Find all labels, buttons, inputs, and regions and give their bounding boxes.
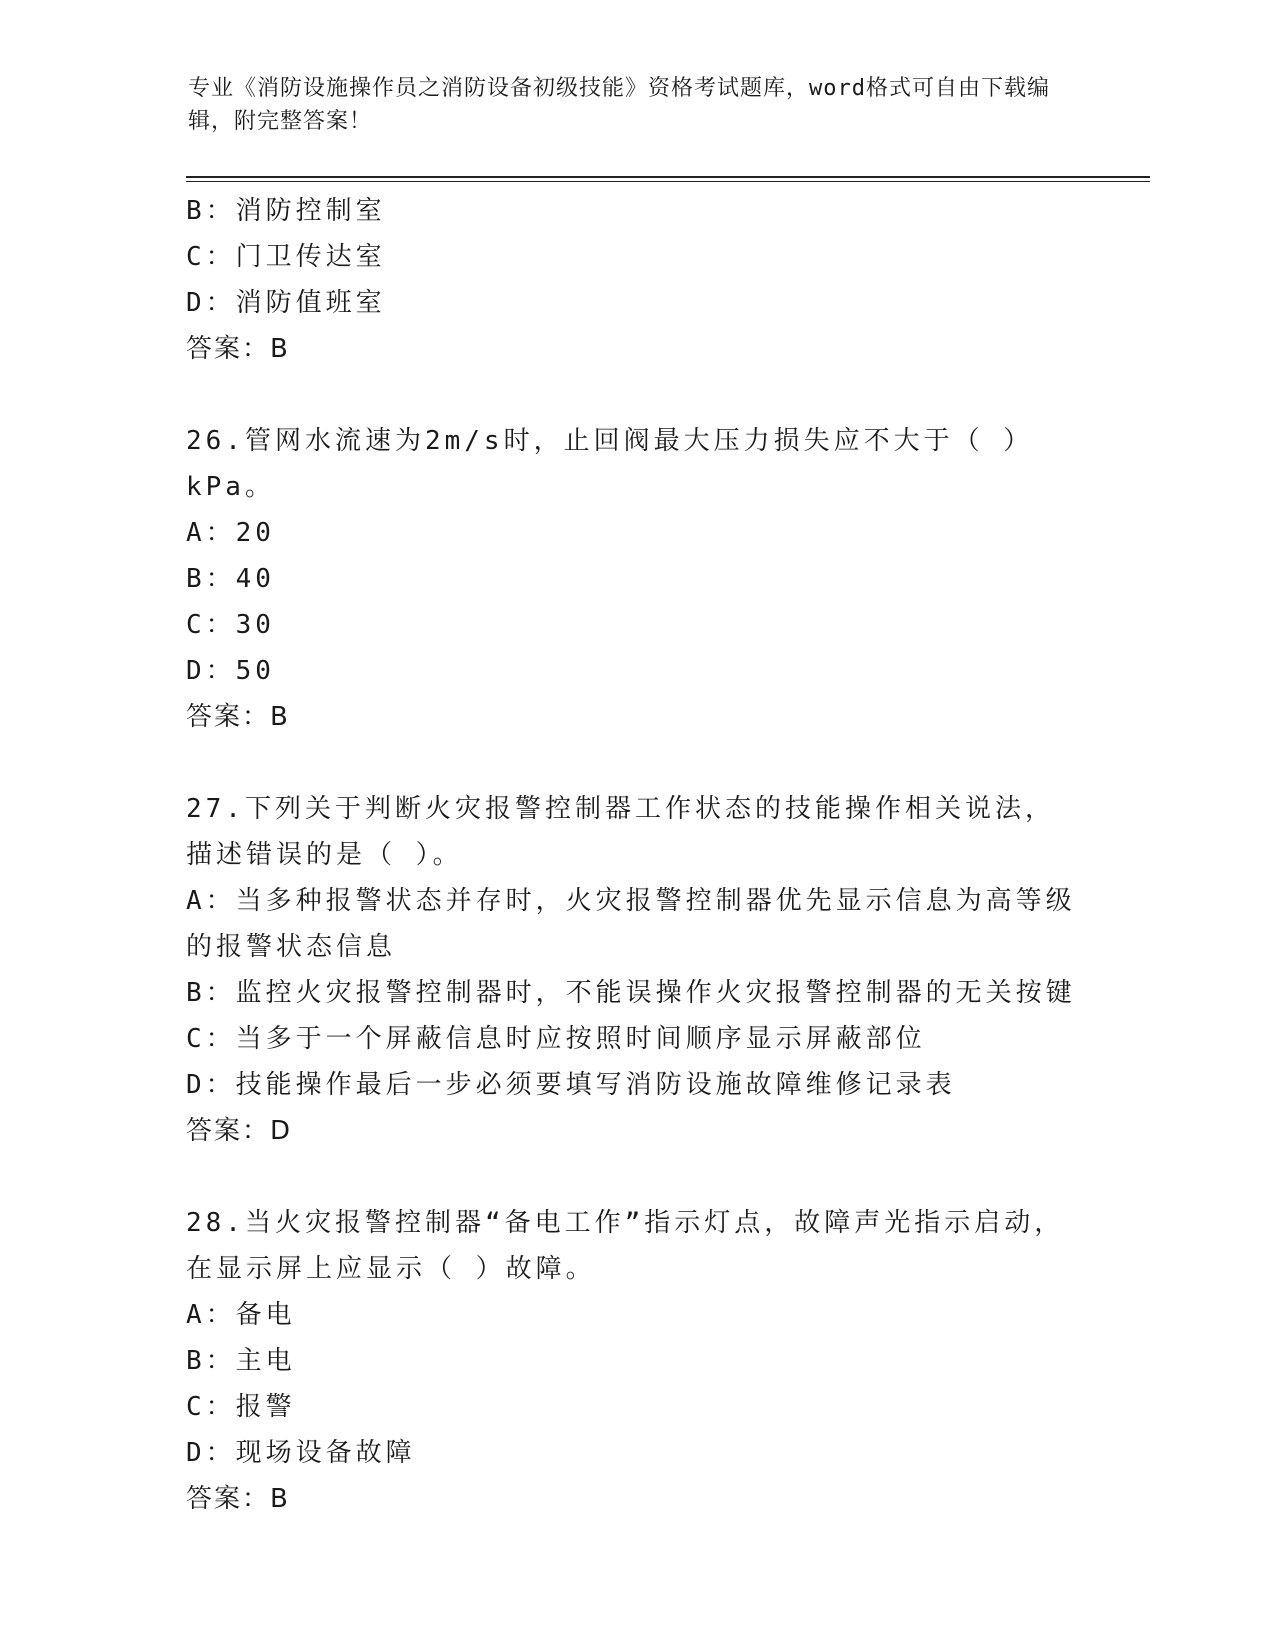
answer-line: 答案：B — [186, 334, 290, 364]
header-title: 专业《消防设施操作员之消防设备初级技能》资格考试题库，word格式可自由下载编辑，附完整答案！ — [188, 76, 1050, 134]
header-rule-thick — [186, 176, 1150, 178]
option-a: A：20 — [186, 518, 275, 548]
question-list — [186, 188, 1076, 1522]
option-b: B：主电 — [186, 1346, 296, 1376]
option-b: B：消防控制室 — [186, 196, 386, 226]
option-b: B：40 — [186, 564, 275, 594]
option-c: C：报警 — [186, 1392, 296, 1422]
answer-line: 答案：B — [186, 1484, 290, 1514]
option-b: B：监控火灾报警控制器时，不能误操作火灾报警控制器的无关按键 — [186, 978, 1076, 1008]
question-text: 26.管网水流速为2m/s时，止回阀最大压力损失应不大于（ ）kPa。 — [186, 426, 1034, 502]
header-rule-thin — [186, 181, 1150, 182]
option-d: D：技能操作最后一步必须要填写消防设施故障维修记录表 — [186, 1070, 956, 1100]
option-a: A：当多种报警状态并存时，火灾报警控制器优先显示信息为高等级的报警状态信息 — [186, 886, 1076, 962]
option-a: A：备电 — [186, 1300, 296, 1330]
question-text: 27.下列关于判断火灾报警控制器工作状态的技能操作相关说法，描述错误的是（ ）。 — [186, 794, 1055, 870]
option-c: C：30 — [186, 610, 275, 640]
option-d: D：现场设备故障 — [186, 1438, 416, 1468]
answer-line: 答案：B — [186, 702, 290, 732]
question-26 — [186, 418, 1076, 740]
option-c: C：门卫传达室 — [186, 242, 386, 272]
option-d: D：消防值班室 — [186, 288, 386, 318]
question-27 — [186, 786, 1076, 1154]
question-text: 28.当火灾报警控制器“备电工作”指示灯点，故障声光指示启动，在显示屏上应显示（ ）故障。 — [186, 1208, 1065, 1284]
question-28 — [186, 1200, 1076, 1522]
question-25-continued — [186, 188, 1076, 372]
option-d: D：50 — [186, 656, 275, 686]
document-header — [188, 72, 1068, 138]
option-c: C：当多于一个屏蔽信息时应按照时间顺序显示屏蔽部位 — [186, 1024, 926, 1054]
answer-line: 答案：D — [186, 1116, 293, 1146]
